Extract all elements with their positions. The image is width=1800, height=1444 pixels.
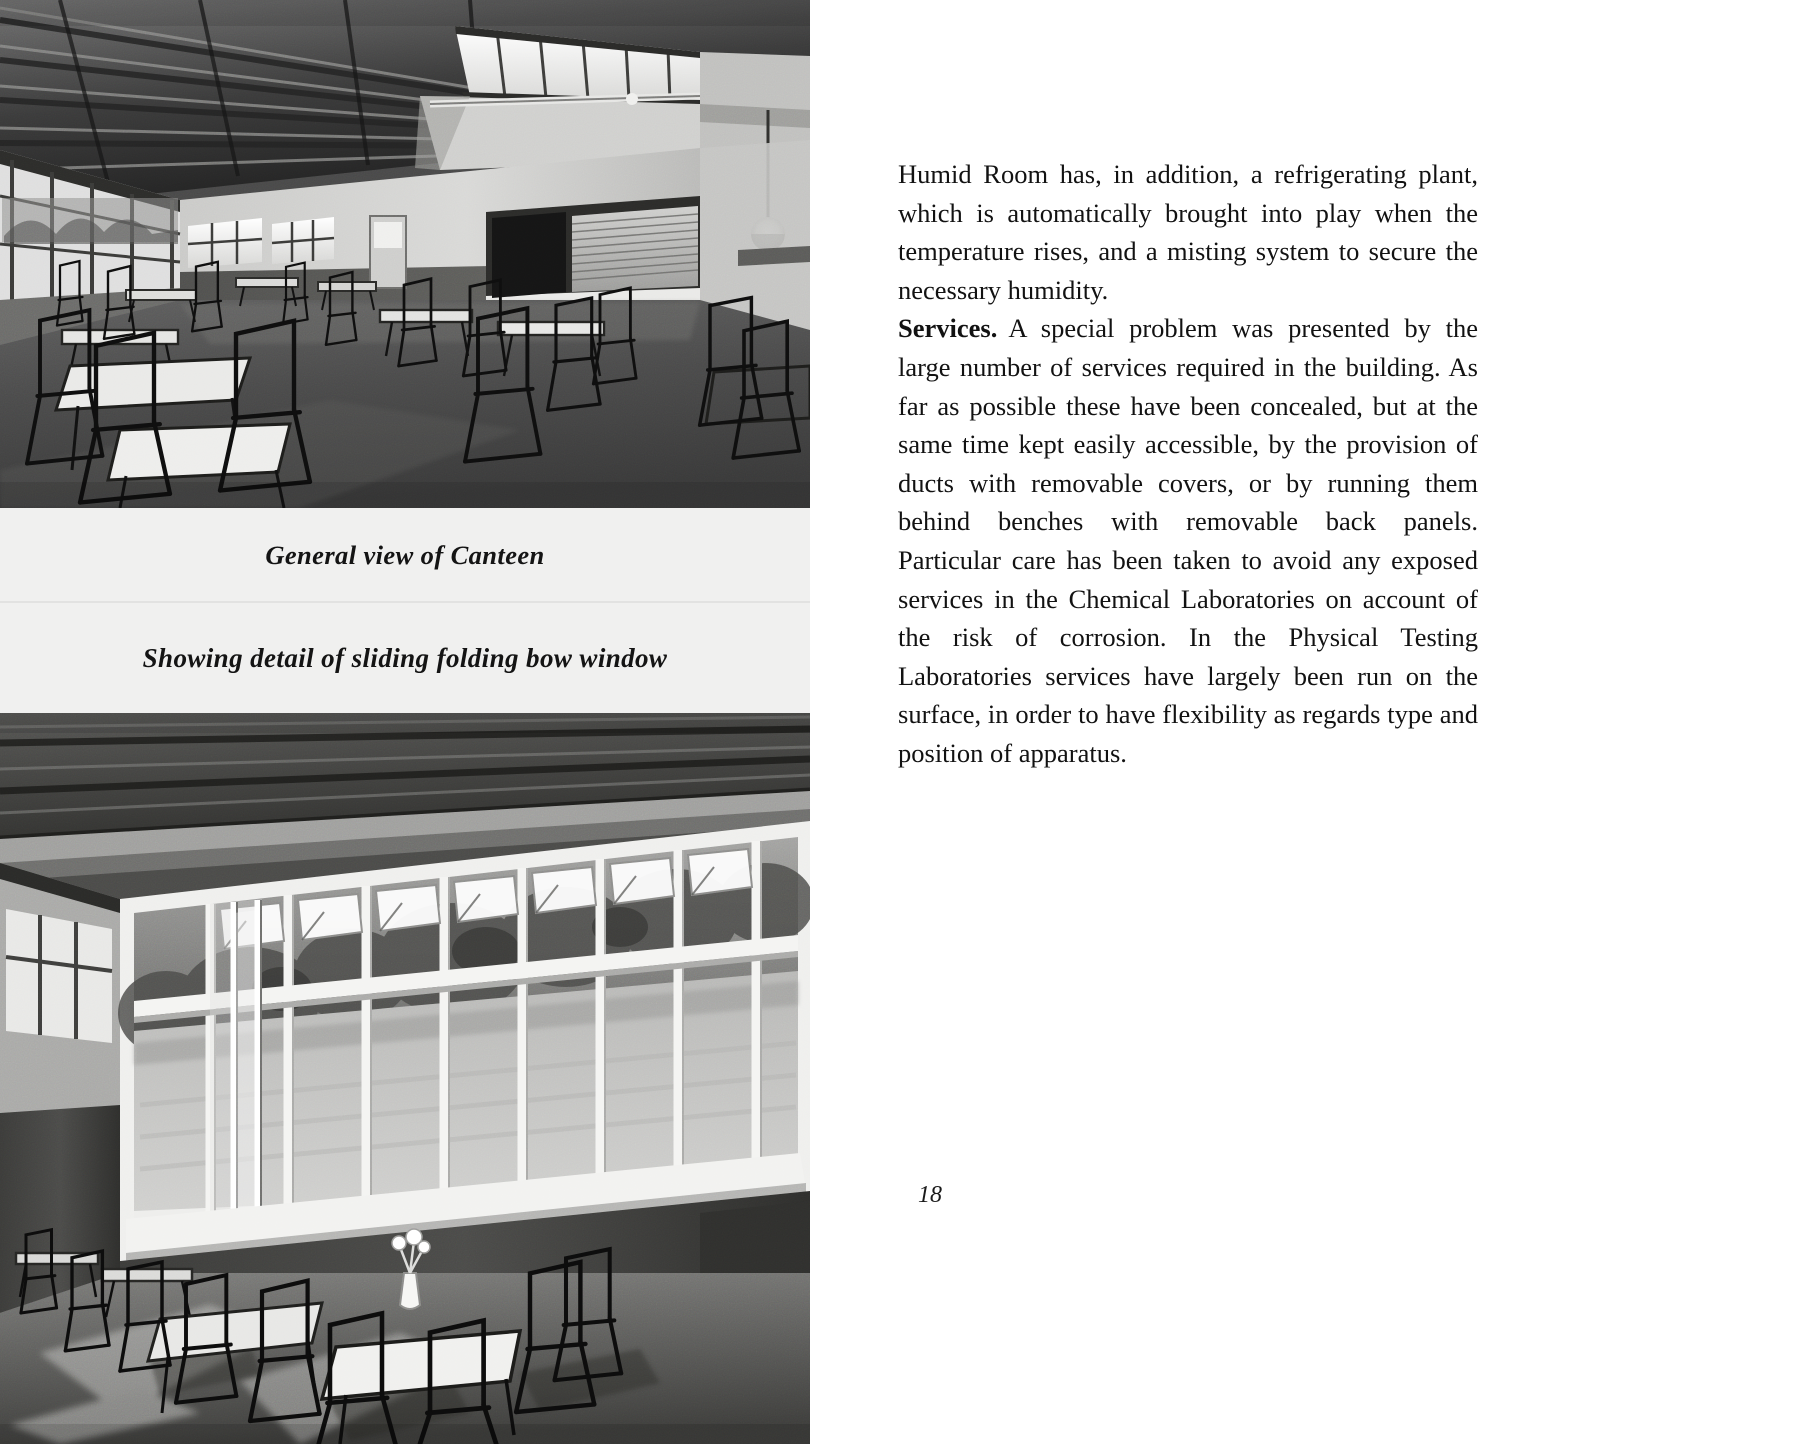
paragraph-services [898, 309, 1478, 772]
paragraph-humid-room [898, 155, 1478, 309]
body-text-column [898, 155, 1478, 773]
right-page-text [810, 0, 1800, 1444]
caption-band-canteen-general-view [0, 508, 810, 603]
plate-bow-window-detail [0, 713, 810, 1444]
caption-band-bow-window-detail [0, 603, 810, 713]
canteen-general-view-photo [0, 0, 810, 508]
caption-canteen-general-view: General view of Canteen [265, 540, 545, 570]
bow-window-detail-photo [0, 713, 810, 1444]
caption-bow-window-detail: Showing detail of sliding folding bow window [142, 642, 668, 673]
page-number: 18 [918, 1182, 942, 1208]
paragraph-services-text: A special problem was presented by the large number of services required in the building. As far as possible these have been concealed, but at the same time kept easily accessible, by the provision of ducts with removable covers, or by running them behind benches with removable back panels. Particular care has been taken to avoid any exposed services in the Chemical Laboratories on account of the risk of corrosion. In the Physical Testing Laboratories services have largely been run on the surface, in order to have flexibility as regards type and position of apparatus. [898, 313, 1478, 768]
left-page-plates [0, 0, 810, 1444]
plate-canteen-general-view [0, 0, 810, 508]
paragraph-humid-room-text: Humid Room has, in addition, a refrigerating plant, which is automatically brought into play when the temperature rises, and a misting system to secure the necessary humidity. [898, 159, 1478, 305]
run-in-heading-services: Services. [898, 313, 998, 344]
